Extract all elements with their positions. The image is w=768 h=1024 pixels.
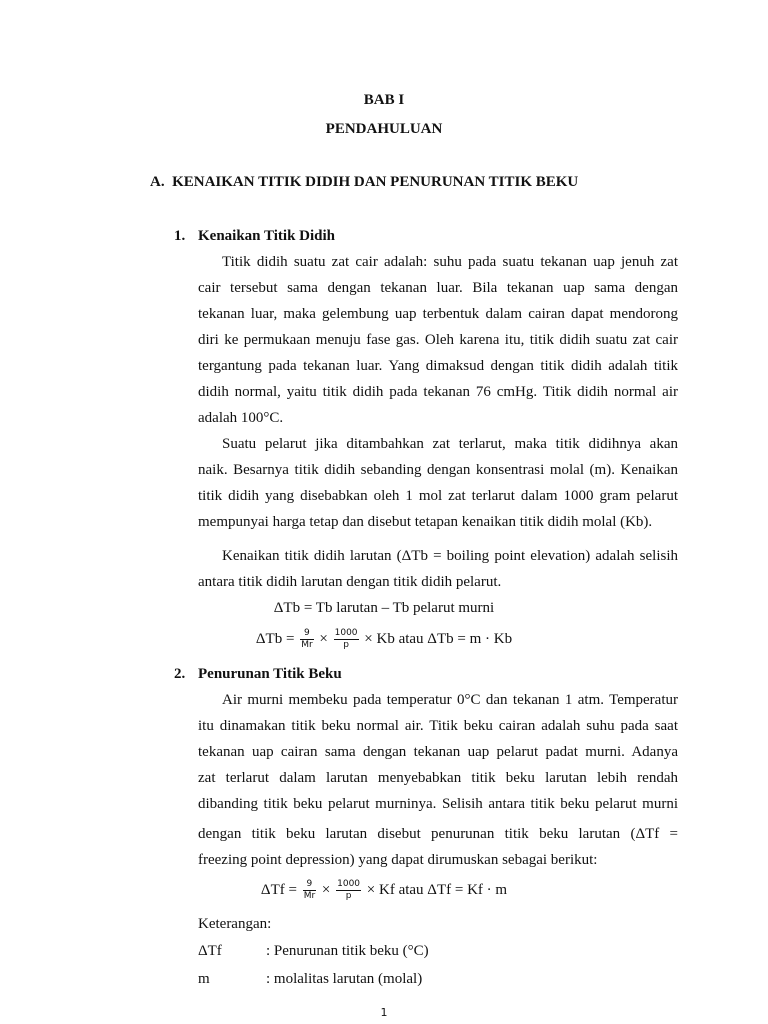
paragraph-line: tekanan luar, maka gelembung uap terbentuk dalam cairan dapat mendorong	[198, 306, 678, 322]
formula-lhs: ΔTb =	[255, 630, 295, 647]
fraction-numerator: 1000	[337, 879, 361, 889]
times-sign: ×	[321, 881, 331, 898]
paragraph-line: antara titik didih larutan dengan titik didih pelarut.	[198, 574, 502, 590]
fraction-denominator: Mr	[301, 640, 313, 650]
formula-delta-tf	[0, 879, 768, 902]
definition-term: m	[198, 971, 210, 987]
page-number: 1	[380, 1006, 388, 1019]
fraction-1000-over-p	[334, 628, 359, 651]
definition-desc: : molalitas larutan (molal)	[266, 971, 423, 987]
chapter-subtitle: PENDAHULUAN	[325, 121, 443, 137]
subsection-1-heading: Kenaikan Titik Didih	[198, 228, 336, 244]
formula-rest: × Kf atau ΔTf = Kf · m	[366, 881, 508, 898]
fraction-denominator: Mr	[303, 891, 316, 901]
fraction-numerator: 9	[303, 879, 316, 891]
paragraph-line: diri ke permukaan menuju fase gas. Oleh karena itu, titik didih suatu zat cair	[198, 332, 678, 348]
subsection-2-heading: Penurunan Titik Beku	[198, 666, 342, 682]
formula-delta-tb: ΔTb = Tb larutan – Tb pelarut murni	[273, 600, 495, 616]
paragraph-line: Titik didih suatu zat cair adalah: suhu pada suatu tekanan uap jenuh zat	[222, 254, 678, 270]
paragraph-line: titik didih yang disebabkan oleh 1 mol zat terlarut dalam 1000 gram pelarut	[198, 488, 678, 504]
paragraph-line: dibanding titik beku pelarut murninya. Selisih antara titik beku pelarut murni	[198, 796, 678, 812]
paragraph-line: naik. Besarnya titik didih sebanding dengan konsentrasi molal (m). Kenaikan	[198, 462, 678, 478]
paragraph-line: cair tersebut sama dengan tekanan luar. Bila tekanan uap sama dengan	[198, 280, 678, 296]
fraction-g-over-mr	[303, 879, 316, 902]
fraction-numerator: 1000	[334, 628, 358, 638]
definition-desc: : Penurunan titik beku (°C)	[266, 943, 429, 959]
keterangan-label: Keterangan:	[198, 916, 272, 932]
fraction-1000-over-p	[336, 879, 361, 902]
fraction-denominator: p	[343, 640, 349, 650]
formula-rest: × Kb atau ΔTb = m · Kb	[364, 630, 513, 647]
paragraph-line: dengan titik beku larutan disebut penurunan titik beku larutan (ΔTf =	[198, 826, 678, 842]
fraction-g-over-mr	[300, 628, 313, 651]
paragraph-line: didih normal, yaitu titik didih pada tekanan 76 cmHg. Titik didih normal air	[198, 384, 678, 400]
subsection-2-number: 2.	[174, 666, 186, 682]
formula-delta-tb-molal	[0, 628, 768, 651]
times-sign: ×	[319, 630, 328, 647]
subsection-1-number: 1.	[174, 228, 186, 244]
paragraph-line: tergantung pada tekanan luar. Yang dimaksud dengan titik didih adalah titik	[198, 358, 678, 374]
section-a-heading: A. KENAIKAN TITIK DIDIH DAN PENURUNAN TITIK BEKU	[150, 174, 579, 190]
paragraph-line: zat terlarut dalam larutan menyebabkan titik beku larutan lebih rendah	[198, 770, 678, 786]
paragraph-line: itu dinamakan titik beku normal air. Titik beku cairan adalah suhu pada saat	[198, 718, 678, 734]
paragraph-line: tekanan uap cairan sama dengan tekanan uap pelarut padat murni. Adanya	[198, 744, 678, 760]
paragraph-line: Kenaikan titik didih larutan (ΔTb = boiling point elevation) adalah selisih	[222, 548, 678, 564]
definition-term: ΔTf	[198, 943, 222, 959]
formula-lhs: ΔTf =	[260, 881, 297, 898]
paragraph-line: freezing point depression) yang dapat dirumuskan sebagai berikut:	[198, 852, 598, 868]
paragraph-line: adalah 100°C.	[198, 410, 284, 426]
chapter-title: BAB I	[363, 92, 405, 108]
fraction-denominator: p	[345, 891, 352, 901]
paragraph-line: Air murni membeku pada temperatur 0°C dan tekanan 1 atm. Temperatur	[222, 692, 678, 708]
paragraph-line: Suatu pelarut jika ditambahkan zat terlarut, maka titik didihnya akan	[222, 436, 678, 452]
fraction-numerator: 9	[300, 628, 313, 640]
paragraph-line: mempunyai harga tetap dan disebut tetapan kenaikan titik didih molal (Kb).	[198, 514, 653, 530]
